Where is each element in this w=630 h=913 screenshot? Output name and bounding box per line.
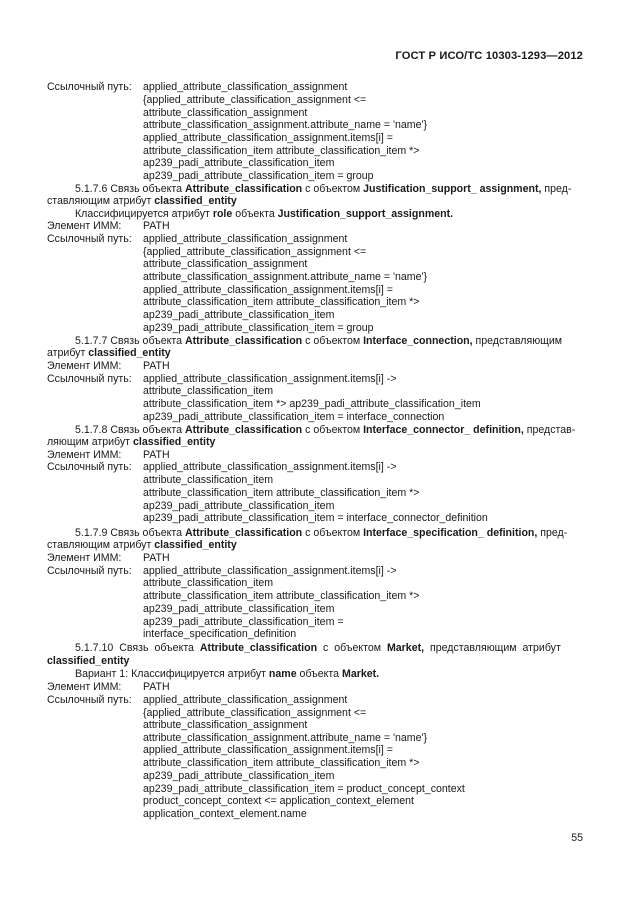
ref-path-label: Ссылочный путь: <box>47 81 132 93</box>
section-heading-5-1-7-10: 5.1.7.10 Связь объекта Attribute_classification с объектом Market, представляющим атрибут <box>75 642 561 654</box>
path-line: applied_attribute_classification_assignment.items[i] -> <box>143 565 397 577</box>
path-line: applied_attribute_classification_assignment.items[i] -> <box>143 373 397 385</box>
path-line: {applied_attribute_classification_assignment <= <box>143 246 367 258</box>
path-line: attribute_classification_item <box>143 474 274 486</box>
path-line: attribute_classification_item attribute_classification_item *> <box>143 757 420 769</box>
ref-path-label: Ссылочный путь: <box>47 373 132 385</box>
section-heading-5-1-7-9: 5.1.7.9 Связь объекта Attribute_classification с объектом Interface_specification_ definition, пред- <box>75 527 568 539</box>
section-heading-5-1-7-8-cont: ляющим атрибут classified_entity <box>47 436 216 448</box>
path-line: product_concept_context <= application_context_element <box>143 795 414 807</box>
ref-path-label: Ссылочный путь: <box>47 565 132 577</box>
path-line: applied_attribute_classification_assignment <box>143 81 348 93</box>
path-line: applied_attribute_classification_assignment.items[i] = <box>143 132 393 144</box>
path-line: applied_attribute_classification_assignment <box>143 233 348 245</box>
section-heading-5-1-7-8: 5.1.7.8 Связь объекта Attribute_classification с объектом Interface_connector_ definition, представ- <box>75 424 576 436</box>
path-line: attribute_classification_assignment.attribute_name = 'name'} <box>143 119 428 131</box>
element-label: Элемент ИММ: <box>47 552 122 564</box>
section-heading-5-1-7-9-cont: ставляющим атрибут classified_entity <box>47 539 237 551</box>
path-line: attribute_classification_assignment.attribute_name = 'name'} <box>143 732 428 744</box>
path-line: ap239_padi_attribute_classification_item = interface_connector_definition <box>143 512 488 524</box>
path-line: ap239_padi_attribute_classification_item = interface_connection <box>143 411 445 423</box>
path-line: application_context_element.name <box>143 808 307 820</box>
path-line: ap239_padi_attribute_classification_item <box>143 770 335 782</box>
variant-1-line: Вариант 1: Классифицируется атрибут name объекта Market. <box>75 668 380 680</box>
path-line: {applied_attribute_classification_assignment <= <box>143 707 367 719</box>
path-line: ap239_padi_attribute_classification_item = <box>143 616 344 628</box>
path-line: ap239_padi_attribute_classification_item = group <box>143 322 374 334</box>
element-value: PATH <box>143 449 170 461</box>
path-line: ap239_padi_attribute_classification_item <box>143 157 335 169</box>
element-value: PATH <box>143 552 170 564</box>
path-line: {applied_attribute_classification_assignment <= <box>143 94 367 106</box>
path-line: attribute_classification_item attribute_classification_item *> <box>143 590 420 602</box>
path-line: ap239_padi_attribute_classification_item <box>143 309 335 321</box>
path-line: applied_attribute_classification_assignment.items[i] -> <box>143 461 397 473</box>
element-label: Элемент ИММ: <box>47 220 122 232</box>
path-line: attribute_classification_assignment <box>143 719 308 731</box>
path-line: attribute_classification_item <box>143 385 274 397</box>
ref-path-label: Ссылочный путь: <box>47 694 132 706</box>
document-header: ГОСТ Р ИСО/ТС 10303-1293—2012 <box>395 50 583 62</box>
path-line: attribute_classification_item attribute_classification_item *> <box>143 145 420 157</box>
path-line: interface_specification_definition <box>143 628 297 640</box>
path-line: attribute_classification_assignment <box>143 107 308 119</box>
path-line: applied_attribute_classification_assignment.items[i] = <box>143 284 393 296</box>
classified-attribute-note: Классифицируется атрибут role объекта Justification_support_assignment. <box>75 208 454 220</box>
path-line: ap239_padi_attribute_classification_item <box>143 500 335 512</box>
path-line: applied_attribute_classification_assignment.items[i] = <box>143 744 393 756</box>
path-line: applied_attribute_classification_assignment <box>143 694 348 706</box>
section-heading-5-1-7-10-cont: classified_entity <box>47 655 130 667</box>
path-line: ap239_padi_attribute_classification_item = group <box>143 170 374 182</box>
path-line: ap239_padi_attribute_classification_item = product_concept_context <box>143 783 465 795</box>
path-line: attribute_classification_assignment <box>143 258 308 270</box>
path-line: attribute_classification_item *> ap239_padi_attribute_classification_item <box>143 398 481 410</box>
section-heading-5-1-7-6: 5.1.7.6 Связь объекта Attribute_classification с объектом Justification_support_ assignment, пред- <box>75 183 572 195</box>
path-line: attribute_classification_assignment.attribute_name = 'name'} <box>143 271 428 283</box>
element-value: PATH <box>143 220 170 232</box>
element-label: Элемент ИММ: <box>47 360 122 372</box>
ref-path-label: Ссылочный путь: <box>47 461 132 473</box>
section-heading-5-1-7-6-cont: ставляющим атрибут classified_entity <box>47 195 237 207</box>
path-line: attribute_classification_item attribute_classification_item *> <box>143 487 420 499</box>
section-heading-5-1-7-7-cont: атрибут classified_entity <box>47 347 171 359</box>
path-line: attribute_classification_item attribute_classification_item *> <box>143 296 420 308</box>
section-heading-5-1-7-7: 5.1.7.7 Связь объекта Attribute_classification с объектом Interface_connection, представляющим <box>75 335 563 347</box>
element-value: PATH <box>143 360 170 372</box>
ref-path-label: Ссылочный путь: <box>47 233 132 245</box>
page-number: 55 <box>571 832 583 844</box>
element-label: Элемент ИММ: <box>47 681 122 693</box>
element-value: PATH <box>143 681 170 693</box>
path-line: ap239_padi_attribute_classification_item <box>143 603 335 615</box>
element-label: Элемент ИММ: <box>47 449 122 461</box>
path-line: attribute_classification_item <box>143 577 274 589</box>
